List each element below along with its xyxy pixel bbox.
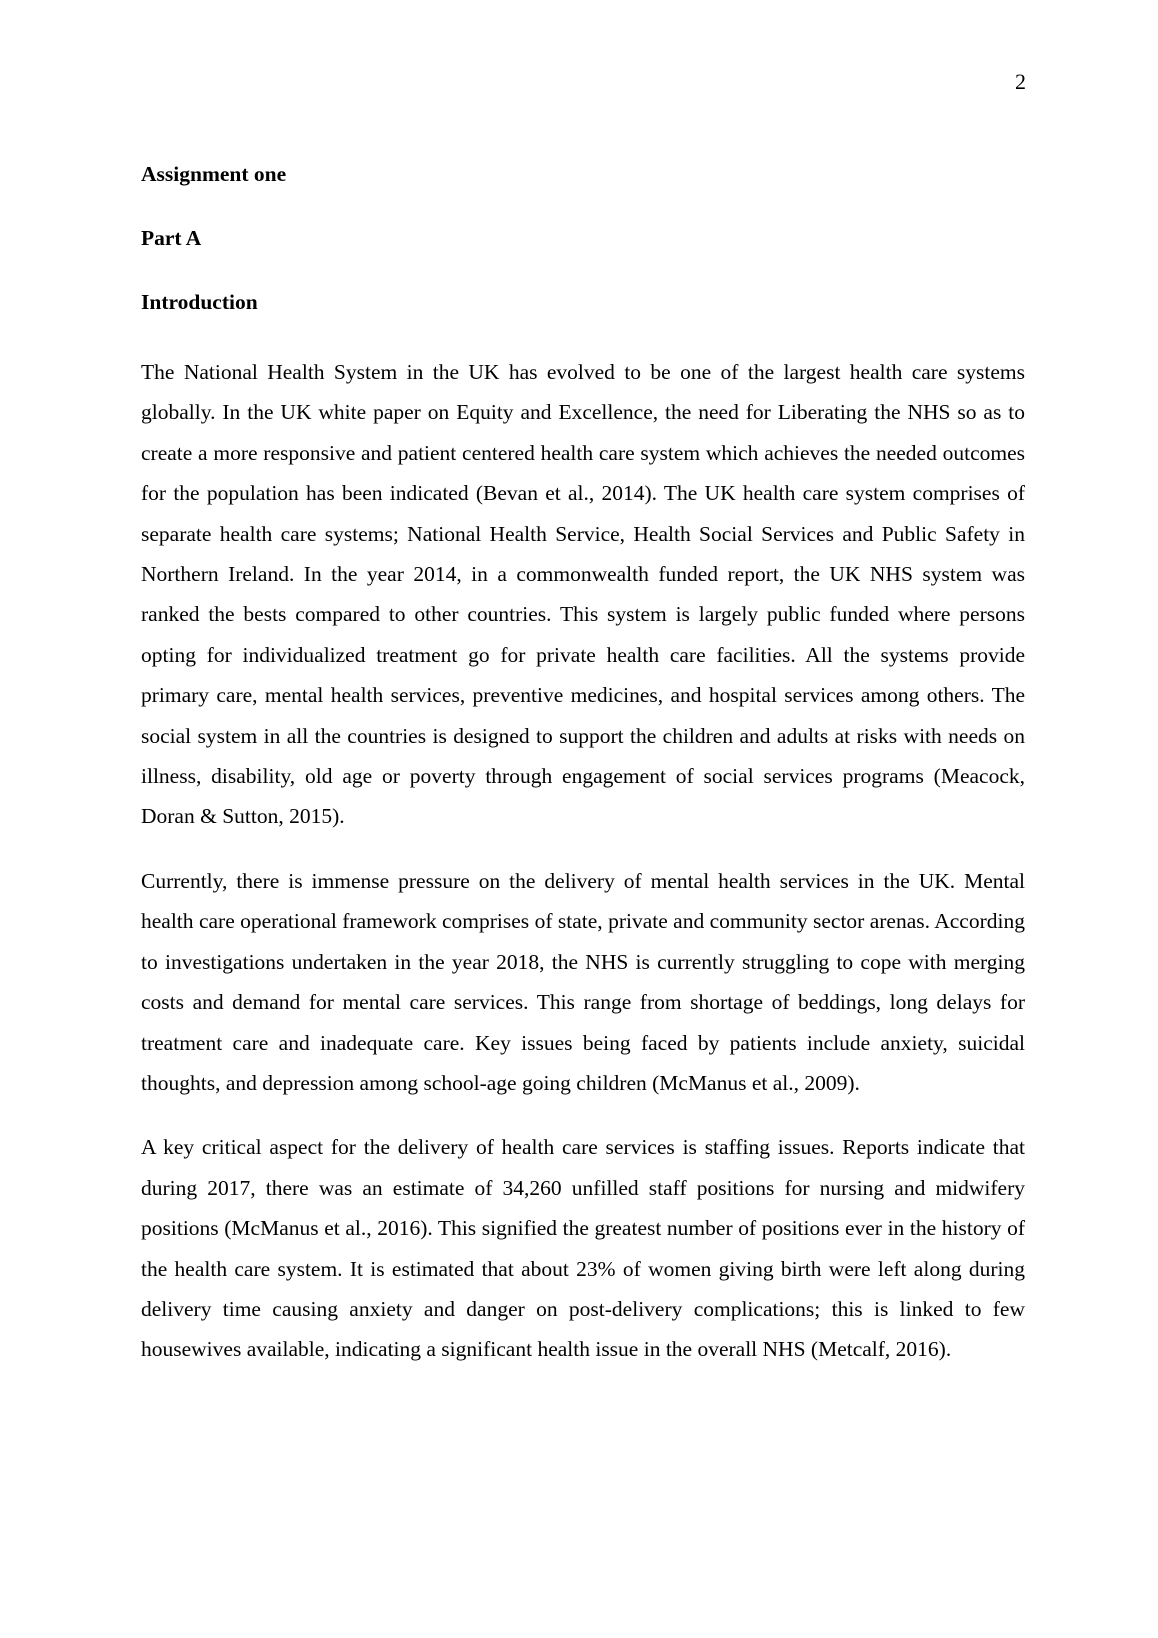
assignment-heading: Assignment one bbox=[141, 162, 287, 186]
part-heading: Part A bbox=[141, 226, 202, 250]
document-body bbox=[141, 160, 1025, 1394]
paragraph: A key critical aspect for the delivery of health care services is staffing issues. Reports indicate that during 2017, there was an estimate of 34,260 unfilled staff positions for nursing and midwifery positions (McManus et al., 2016). This signified the greatest number of positions ever in the history of the health care system. It is estimated that about 23% of women giving birth were left along during delivery time causing anxiety and danger on post-delivery complications; this is linked to few housewives available, indicating a significant health issue in the overall NHS (Metcalf, 2016). bbox=[141, 1135, 1025, 1362]
section-heading: Introduction bbox=[141, 290, 258, 314]
paragraph: The National Health System in the UK has evolved to be one of the largest health care systems globally. In the UK white paper on Equity and Excellence, the need for Liberating the NHS so as to create a more responsive and patient centered health care system which achieves the needed outcomes for the population has been indicated (Bevan et al., 2014). The UK health care system comprises of separate health care systems; National Health Service, Health Social Services and Public Safety in Northern Ireland. In the year 2014, in a commonwealth funded report, the UK NHS system was ranked the bests compared to other countries. This system is largely public funded where persons opting for individualized treatment go for private health care facilities. All the systems provide primary care, mental health services, preventive medicines, and hospital services among others. The social system in all the countries is designed to support the children and adults at risks with needs on illness, disability, old age or poverty through engagement of social services programs (Meacock, Doran & Sutton, 2015). bbox=[141, 360, 1025, 829]
paragraph: Currently, there is immense pressure on the delivery of mental health services in the UK. Mental health care operational framework comprises of state, private and community sector arenas. According to investigations undertaken in the year 2018, the NHS is currently struggling to cope with merging costs and demand for mental care services. This range from shortage of beddings, long delays for treatment care and inadequate care. Key issues being faced by patients include anxiety, suicidal thoughts, and depression among school-age going children (McManus et al., 2009). bbox=[141, 868, 1025, 1095]
page-number: 2 bbox=[1015, 69, 1026, 94]
